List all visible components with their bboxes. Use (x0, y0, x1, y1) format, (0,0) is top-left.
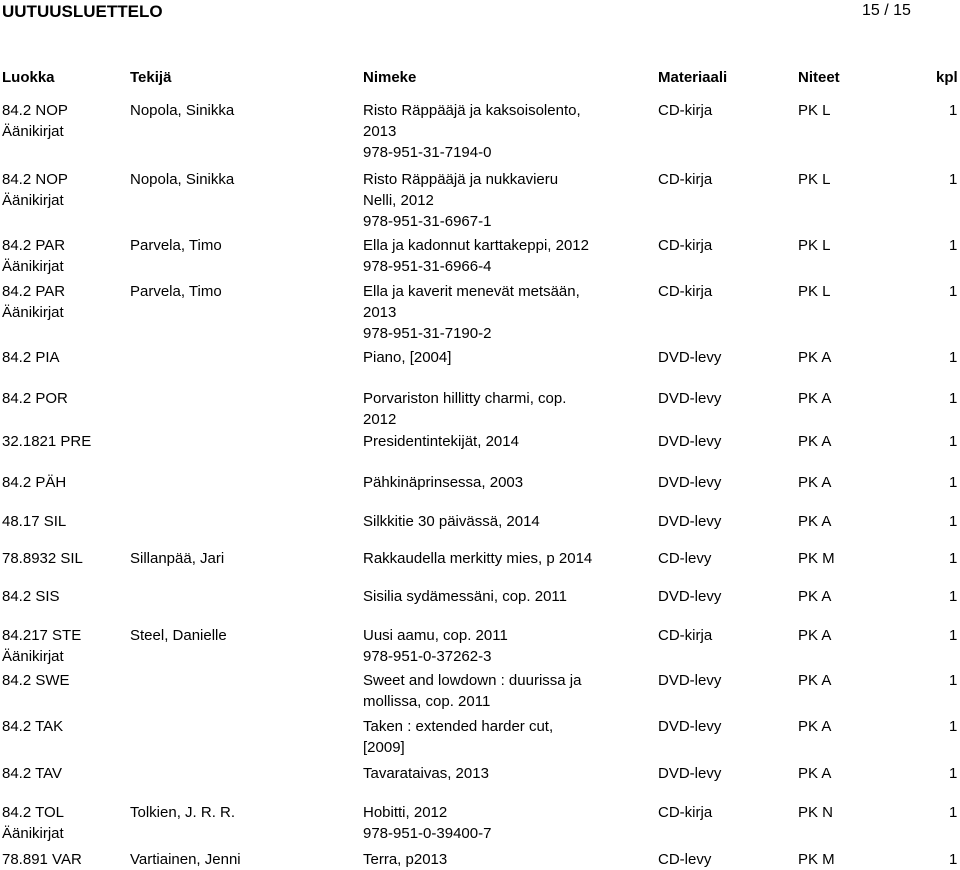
column-header-niteet: Niteet (798, 69, 840, 86)
cell-kpl: 1 (949, 851, 958, 868)
cell-luokka (2, 100, 68, 142)
table-header (0, 69, 960, 89)
cell-materiaali: CD-levy (658, 550, 712, 567)
cell-nimeke (363, 802, 491, 844)
cell-luokka-line: 84.2 TAV (2, 765, 63, 782)
cell-kpl: 1 (949, 550, 958, 567)
cell-nimeke-line: 978-951-0-39400-7 (363, 825, 492, 842)
page-number: 15 / 15 (862, 2, 911, 19)
cell-luokka-line: 84.2 NOP (2, 171, 68, 188)
cell-niteet: PK A (798, 433, 832, 450)
cell-luokka-line: 84.2 SWE (2, 672, 70, 689)
column-header-kpl: kpl (936, 69, 958, 86)
cell-nimeke-line: Ella ja kaverit menevät metsään, (363, 283, 580, 300)
cell-luokka-line: 84.2 TAK (2, 718, 64, 735)
cell-nimeke (363, 235, 589, 277)
cell-nimeke-line: Tavarataivas, 2013 (363, 765, 489, 782)
cell-niteet: PK M (798, 851, 835, 868)
cell-tekija: Sillanpää, Jari (130, 550, 225, 567)
cell-materiaali: DVD-levy (658, 672, 722, 689)
cell-luokka (2, 716, 63, 737)
cell-niteet: PK A (798, 513, 832, 530)
cell-kpl: 1 (949, 718, 958, 735)
cell-tekija: Steel, Danielle (130, 627, 227, 644)
cell-nimeke-line: 978-951-0-37262-3 (363, 648, 492, 665)
cell-niteet: PK L (798, 283, 831, 300)
cell-nimeke (363, 716, 553, 758)
cell-niteet: PK L (798, 171, 831, 188)
cell-niteet: PK A (798, 765, 832, 782)
cell-luokka-line: 84.2 PAR (2, 283, 66, 300)
cell-materiaali: CD-levy (658, 851, 712, 868)
cell-nimeke-line: Piano, [2004] (363, 349, 452, 366)
cell-nimeke (363, 169, 558, 232)
cell-nimeke-line: Risto Räppääjä ja kaksoisolento, (363, 102, 581, 119)
cell-luokka-line: 84.2 NOP (2, 102, 68, 119)
cell-niteet: PK A (798, 390, 832, 407)
cell-kpl: 1 (949, 171, 958, 188)
cell-nimeke (363, 388, 566, 430)
cell-materiaali: DVD-levy (658, 718, 722, 735)
cell-niteet: PK A (798, 588, 832, 605)
cell-niteet: PK A (798, 627, 832, 644)
cell-materiaali: DVD-levy (658, 349, 722, 366)
cell-nimeke-line: Hobitti, 2012 (363, 804, 448, 821)
cell-luokka-line: 84.2 POR (2, 390, 68, 407)
cell-luokka-line: 78.891 VAR (2, 851, 82, 868)
cell-nimeke-line: Uusi aamu, cop. 2011 (363, 627, 508, 644)
cell-materiaali: DVD-levy (658, 513, 722, 530)
cell-materiaali: CD-kirja (658, 237, 713, 254)
cell-luokka-line: 84.2 PAR (2, 237, 66, 254)
cell-nimeke (363, 472, 523, 493)
cell-luokka (2, 431, 91, 452)
cell-luokka-line: 32.1821 PRE (2, 433, 92, 450)
cell-nimeke-line: Presidentintekijät, 2014 (363, 433, 519, 450)
cell-luokka (2, 763, 62, 784)
cell-nimeke-line: Sweet and lowdown : duurissa ja (363, 672, 582, 689)
cell-nimeke-line: 2013 (363, 123, 397, 140)
cell-luokka-line: 84.2 PÄH (2, 474, 67, 491)
cell-materiaali: DVD-levy (658, 474, 722, 491)
cell-luokka (2, 281, 65, 323)
cell-kpl: 1 (949, 513, 958, 530)
cell-luokka-line: Äänikirjat (2, 825, 64, 842)
cell-nimeke-line: Pähkinäprinsessa, 2003 (363, 474, 524, 491)
cell-nimeke (363, 281, 580, 344)
cell-kpl: 1 (949, 627, 958, 644)
cell-materiaali: DVD-levy (658, 433, 722, 450)
cell-materiaali: CD-kirja (658, 102, 713, 119)
cell-nimeke (363, 347, 451, 368)
catalog-title: UUTUUSLUETTELO (2, 2, 163, 21)
cell-nimeke-line: Porvariston hillitty charmi, cop. (363, 390, 567, 407)
cell-niteet: PK N (798, 804, 834, 821)
cell-nimeke (363, 100, 581, 163)
cell-niteet: PK A (798, 349, 832, 366)
cell-kpl: 1 (949, 765, 958, 782)
cell-nimeke-line: 978-951-31-6967-1 (363, 213, 492, 230)
cell-nimeke (363, 431, 519, 452)
cell-tekija: Vartiainen, Jenni (130, 851, 241, 868)
cell-luokka-line: Äänikirjat (2, 648, 64, 665)
cell-tekija: Nopola, Sinikka (130, 102, 235, 119)
cell-luokka (2, 347, 60, 368)
column-header-materiaali: Materiaali (658, 69, 728, 86)
cell-nimeke (363, 670, 581, 712)
cell-materiaali: CD-kirja (658, 627, 713, 644)
cell-kpl: 1 (949, 283, 958, 300)
cell-luokka (2, 472, 66, 493)
cell-nimeke-line: Sisilia sydämessäni, cop. 2011 (363, 588, 567, 605)
cell-niteet: PK A (798, 718, 832, 735)
cell-nimeke-line: 978-951-31-7194-0 (363, 144, 492, 161)
cell-nimeke (363, 511, 540, 532)
cell-luokka (2, 849, 82, 870)
cell-nimeke-line: Nelli, 2012 (363, 192, 434, 209)
cell-luokka-line: 84.2 TOL (2, 804, 64, 821)
cell-tekija: Parvela, Timo (130, 283, 222, 300)
cell-materiaali: DVD-levy (658, 765, 722, 782)
cell-luokka (2, 169, 68, 211)
cell-niteet: PK L (798, 237, 831, 254)
cell-luokka (2, 548, 83, 569)
cell-niteet: PK M (798, 550, 835, 567)
cell-luokka (2, 670, 70, 691)
cell-luokka-line: 84.217 STE (2, 627, 82, 644)
cell-niteet: PK A (798, 474, 832, 491)
cell-kpl: 1 (949, 672, 958, 689)
cell-nimeke-line: 2013 (363, 304, 397, 321)
cell-luokka-line: 84.2 PIA (2, 349, 60, 366)
cell-nimeke (363, 763, 489, 784)
cell-kpl: 1 (949, 804, 958, 821)
cell-nimeke-line: Ella ja kadonnut karttakeppi, 2012 (363, 237, 589, 254)
column-header-tekija: Tekijä (130, 69, 172, 86)
cell-luokka-line: 84.2 SIS (2, 588, 60, 605)
cell-luokka (2, 235, 65, 277)
cell-nimeke-line: Risto Räppääjä ja nukkavieru (363, 171, 559, 188)
cell-kpl: 1 (949, 588, 958, 605)
cell-tekija: Nopola, Sinikka (130, 171, 235, 188)
cell-nimeke-line: Terra, p2013 (363, 851, 448, 868)
cell-materiaali: CD-kirja (658, 171, 713, 188)
cell-kpl: 1 (949, 349, 958, 366)
cell-luokka-line: Äänikirjat (2, 258, 64, 275)
cell-luokka-line: Äänikirjat (2, 123, 64, 140)
cell-luokka (2, 625, 81, 667)
cell-niteet: PK A (798, 672, 832, 689)
cell-nimeke (363, 586, 567, 607)
cell-materiaali: DVD-levy (658, 390, 722, 407)
cell-nimeke-line: mollissa, cop. 2011 (363, 693, 491, 710)
cell-nimeke-line: 978-951-31-7190-2 (363, 325, 492, 342)
cell-luokka-line: 48.17 SIL (2, 513, 67, 530)
cell-nimeke-line: Taken : extended harder cut, (363, 718, 554, 735)
cell-nimeke-line: Silkkitie 30 päivässä, 2014 (363, 513, 540, 530)
cell-luokka (2, 802, 64, 844)
cell-niteet: PK L (798, 102, 831, 119)
cell-nimeke-line: Rakkaudella merkitty mies, p 2014 (363, 550, 593, 567)
cell-luokka (2, 388, 68, 409)
cell-kpl: 1 (949, 237, 958, 254)
column-header-nimeke: Nimeke (363, 69, 417, 86)
cell-tekija: Parvela, Timo (130, 237, 222, 254)
cell-materiaali: DVD-levy (658, 588, 722, 605)
cell-kpl: 1 (949, 390, 958, 407)
cell-kpl: 1 (949, 433, 958, 450)
cell-nimeke (363, 548, 592, 569)
cell-luokka (2, 586, 60, 607)
cell-tekija: Tolkien, J. R. R. (130, 804, 236, 821)
column-header-luokka: Luokka (2, 69, 55, 86)
cell-nimeke (363, 849, 447, 870)
cell-nimeke-line: [2009] (363, 739, 405, 756)
cell-materiaali: CD-kirja (658, 804, 713, 821)
cell-luokka-line: 78.8932 SIL (2, 550, 83, 567)
cell-nimeke-line: 2012 (363, 411, 397, 428)
cell-luokka-line: Äänikirjat (2, 304, 64, 321)
cell-kpl: 1 (949, 102, 958, 119)
cell-luokka (2, 511, 66, 532)
cell-materiaali: CD-kirja (658, 283, 713, 300)
cell-nimeke-line: 978-951-31-6966-4 (363, 258, 492, 275)
cell-nimeke (363, 625, 508, 667)
cell-kpl: 1 (949, 474, 958, 491)
cell-luokka-line: Äänikirjat (2, 192, 64, 209)
